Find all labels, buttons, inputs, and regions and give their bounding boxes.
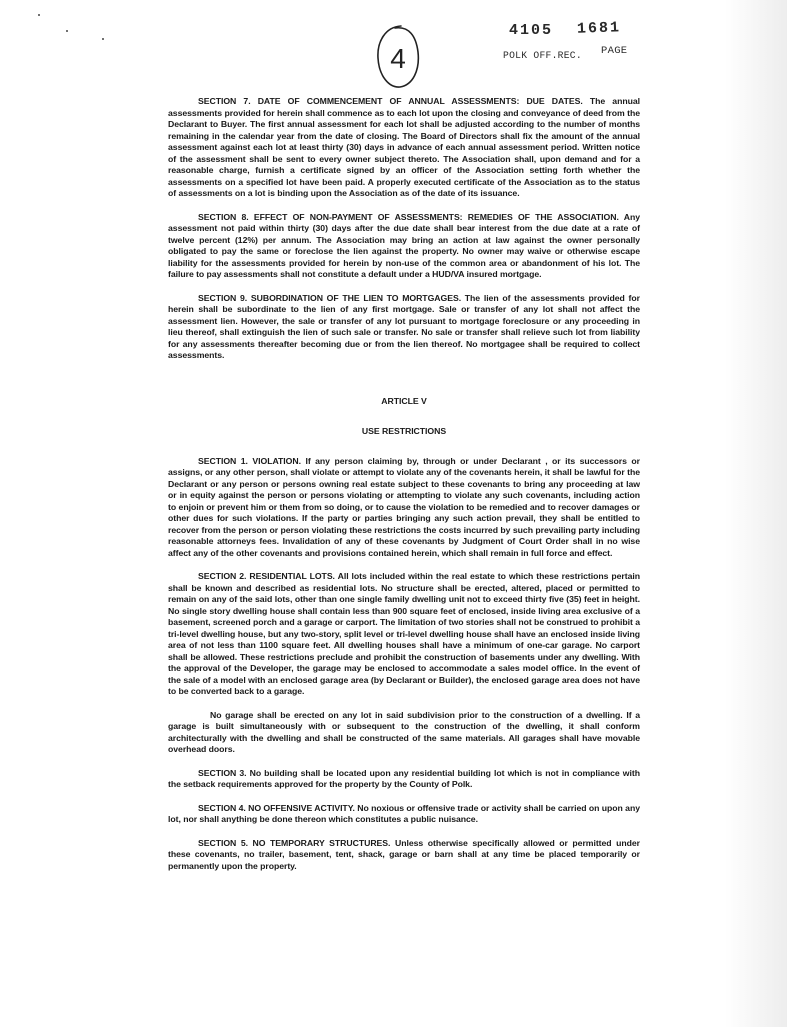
garage-paragraph <box>168 710 640 756</box>
section-9-paragraph <box>168 293 640 362</box>
hand-circle-icon <box>373 22 423 92</box>
handwritten-number: 4 <box>390 43 406 74</box>
section-2-paragraph <box>168 571 640 698</box>
section-body: No building shall be located upon any residential building lot which is not in compliance with the setback requirements approved for the property by the County of Polk. <box>168 767 640 789</box>
scan-specks <box>38 12 108 42</box>
section-title: SECTION 2. RESIDENTIAL LOTS. <box>198 571 335 581</box>
section-body: The annual assessments provided for herein shall commence as to each lot upon the closing and conveyance of deed from the Declarant to Buyer. The first annual assessment for each lot shall be adjusted according to the number of months remaining in the calendar year from the date of closing. The Board of Directors shall fix the amount of the annual assessment against each lot at least thirty (30) days in advance of each annual assessment period. Written notice of the assessment shall be sent to every owner subject thereto. The Association shall, upon demand and for a reasonable charge, furnish a certificate signed by an officer of the Association setting forth whether the assessments on a specified lot have been paid. A properly executed certificate of the Association as to the status of assessments on a lot is binding upon the Association as of the date of its issuance. <box>168 96 640 198</box>
stamp-book-number: 4105 <box>509 22 554 39</box>
section-body: All lots included within the real estate to which these restrictions pertain shall be known and described as residential lots. No structure shall be erected, altered, placed or permitted to remain on any of the said lots, other than one single family dwelling unit not to exceed thirty five (35) feet in height. No single story dwelling house shall contain less than 900 square feet of enclosed, inside living area exclusive of a basement, screened porch and a garage or carport. The limitation of two stories shall not be construed to prohibit a tri-level dwelling house, but any two-story, split level or tri-level dwelling house shall have an enclosed inside living area of not less than 1100 square feet. All dwelling houses shall have a minimum of one-car garage. No carport shall be allowed. These restrictions preclude and prohibit the construction of basements under any dwelling. With the approval of the Developer, the garage may be enclosed to accommodate a sales model office. In the event of the sale of a model with an enclosed garage area (by Declarant or Builder), the enclosed garage area does not have to be converted back to a garage. <box>168 571 641 696</box>
section-5-paragraph <box>168 838 640 873</box>
stamp-page-number: 1681 <box>576 19 622 38</box>
section-title: SECTION 8. EFFECT OF NON-PAYMENT OF ASSESSMENTS: REMEDIES OF THE ASSOCIATION. <box>198 211 619 222</box>
section-title: SECTION 9. SUBORDINATION OF THE LIEN TO MORTGAGES. <box>198 292 462 303</box>
section-body: No noxious or offensive trade or activity shall be carried on upon any lot, nor shall anything be done thereon which constitutes a public nuisance. <box>168 802 640 824</box>
section-body: If any person claiming by, through or under Declarant , or its successors or assigns, or any other person, shall violate or attempt to violate any of the covenants herein, it shall be lawful for the Declarant or any person or persons owning real estate subject to these covenants to bring any proceeding at law or in equity against the person or persons violating or attempting to violate any such covenants, including action to enjoin or prevent him or them from so doing, or to cause the violation to be remedied and to recover damages or other dues for such violations. If the party or parties bringing any such action prevail, they shall be entitled to recover from the person or person violating these restrictions the costs incurred by such prevailing party including reasonable attorneys fees. Invalidation of any of these covenants by Judgment of Court Order shall in no wise affect any of the other covenants and provisions contained herein, which shall remain in full force and effect. <box>168 455 640 558</box>
article-number: ARTICLE V <box>381 395 427 406</box>
section-title: SECTION 4. NO OFFENSIVE ACTIVITY. <box>198 802 355 813</box>
section-body: The lien of the assessments provided for herein shall be subordinate to the lien of any first mortgage. Sale or transfer of any lot shall not affect the assessment lien. However, the sale or transfer of any lot pursuant to mortgage foreclosure or any proceeding in lieu thereof, shall extinguish the lien of such sale or transfer. No sale or transfer shall relieve such lot from liability for any assessments thereafter becoming due or from the lien thereof. No mortgagee shall be required to collect assessments. <box>168 292 640 360</box>
section-title: SECTION 3. <box>198 767 247 778</box>
section-3-paragraph <box>168 768 640 791</box>
section-4-paragraph <box>168 803 640 826</box>
handwritten-circled-number <box>373 22 423 92</box>
section-title: SECTION 7. DATE OF COMMENCEMENT OF ANNUAL ASSESSMENTS: DUE DATES. <box>198 96 583 106</box>
section-7-paragraph <box>168 96 640 200</box>
section-body: No garage shall be erected on any lot in said subdivision prior to the construction of a dwelling. If a garage is built simultaneously with or subsequent to the construction of the dwelling, it shall conform architecturally with the dwelling and shall be constructed of the same materials. All garages shall have movable overhead doors. <box>168 709 640 754</box>
section-title: SECTION 1. VIOLATION. <box>198 455 301 466</box>
scan-edge-shadow <box>725 0 787 1027</box>
stamp-page-label: PAGE <box>601 45 628 57</box>
stamp-book-label: POLK OFF.REC. <box>503 50 582 62</box>
section-body: Any assessment not paid within thirty (30) days after the due date shall bear interest from the due date at a rate of twelve percent (12%) per annum. The Association may bring an action at law against the owner personally obligated to pay the same or foreclose the lien against the property. No owner may waive or otherwise escape liability for the assessments provided for herein by non-use of the common area or abandonment of his lot. The failure to pay assessments shall not constitute a default under a HUD/VA insured mortgage. <box>168 211 640 279</box>
section-8-paragraph <box>168 212 640 281</box>
document-body <box>168 96 640 872</box>
section-body: Unless otherwise specifically allowed or permitted under these covenants, no trailer, basement, tent, shack, garage or barn shall at any time be placed temporarily or permanently upon the property. <box>168 837 640 871</box>
section-1-paragraph <box>168 456 640 560</box>
section-title: SECTION 5. NO TEMPORARY STRUCTURES. <box>198 837 391 848</box>
article-heading: USE RESTRICTIONS <box>361 426 447 436</box>
